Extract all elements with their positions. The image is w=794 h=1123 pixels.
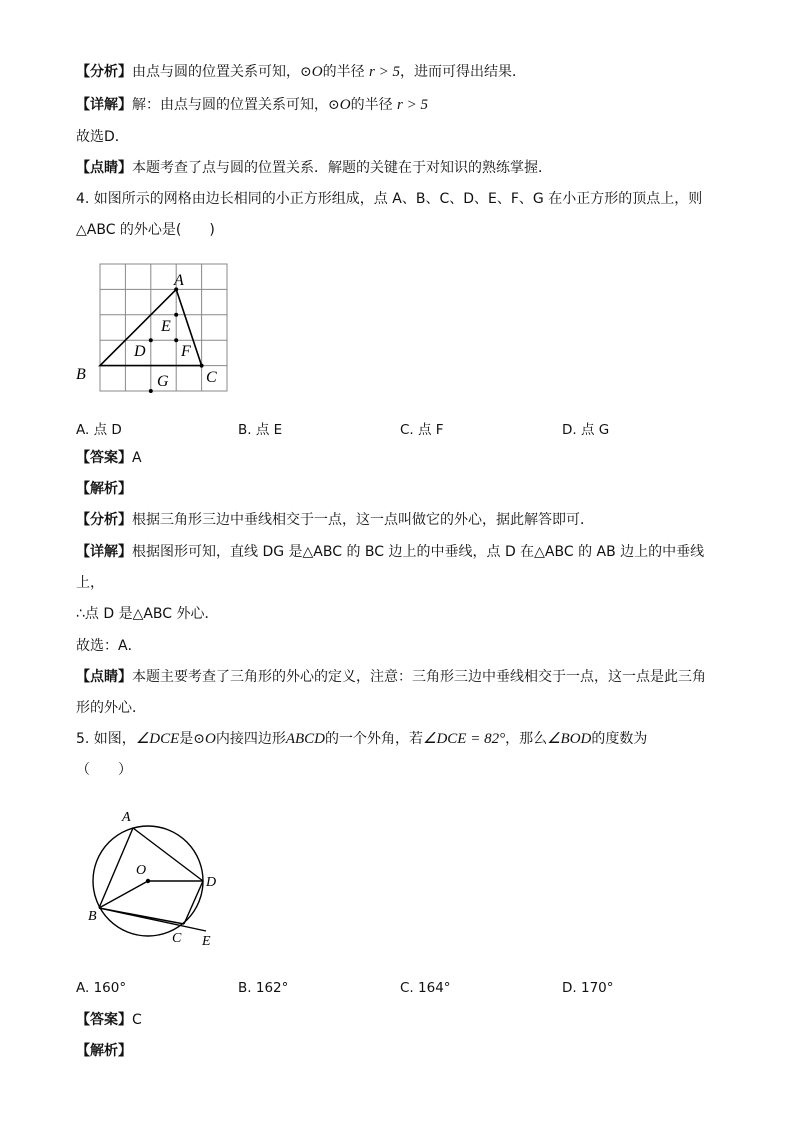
q4-answer-line [76,449,142,467]
q4-stem-line2: △ABC 的外心是( ) [76,222,215,238]
answer-value: A [132,450,142,466]
point-F [174,338,178,342]
detail-text-b: 的半径 [350,97,393,113]
circle-symbol: ⊙ [193,731,205,747]
q5-jiexi-tag: 【解析】 [76,1043,132,1059]
q4-detail-line2: 上， [76,575,104,591]
option-letter: A. [76,980,90,996]
q4-detail-line [76,543,704,561]
label-C: C [206,369,217,386]
analysis-text: 由点与圆的位置关系可知， [132,64,300,80]
circle-symbol: ⊙ [300,64,312,80]
label-B: B [76,366,86,383]
detail-text: 根据图形可知，直线 DG 是△ABC 的 BC 边上的中垂线，点 D 在△ABC 的 AB 边上的中垂线 [132,544,705,560]
comment-tag: 【点睛】 [76,669,132,685]
comment-tag: 【点睛】 [76,160,132,176]
option-text: 点 D [93,422,122,438]
label-D: D [206,875,217,890]
q3-comment-line [76,159,552,177]
option-letter: B. [238,422,252,438]
analysis-text-b: 的半径 [322,64,365,80]
analysis-tag: 【分析】 [76,512,132,528]
point-G [149,389,153,393]
circle-center-O: O [339,97,351,113]
label-O: O [136,863,147,878]
q4-comment-line [76,668,706,686]
option-letter: D. [562,980,577,996]
option-text: 164° [418,980,451,996]
label-D: D [134,343,146,360]
q4-choice: 故选：A． [76,638,142,654]
answer-tag: 【答案】 [76,1012,132,1028]
option-letter: C. [400,980,414,996]
q4-jiexi-tag: 【解析】 [76,481,132,497]
q5-stem-paren: （ ） [76,762,132,778]
option-text: 点 F [418,422,444,438]
option-text: 点 E [255,422,283,438]
q4-option-b[interactable] [238,418,282,438]
q4-comment-line2: 形的外心． [76,700,146,716]
radius-inequality: r > 5 [397,97,428,113]
center-point-O [146,879,150,883]
q5-text-c: 的一个外角，若 [325,731,424,747]
label-A: A [122,810,131,825]
angle-BOD: ∠BOD [547,731,592,747]
label-E: E [161,318,171,335]
label-E: E [202,934,211,949]
option-letter: D. [562,422,577,438]
q3-analysis-line [76,63,526,81]
q4-grid-figure [70,258,240,398]
label-B: B [88,909,97,924]
option-letter: B. [238,980,252,996]
q3-choice: 故选D． [76,129,129,145]
comment-text: 本题考查了点与圆的位置关系．解题的关键在于对知识的熟练掌握． [132,160,552,176]
q4-option-c[interactable] [400,418,444,438]
circle-symbol: ⊙ [328,97,340,113]
q5-text-e: 的度数为 [591,731,648,747]
option-letter: A. [76,422,90,438]
point-E [174,313,178,317]
q5-stem-line1 [76,730,647,748]
q5-option-d[interactable] [562,980,614,996]
q5-option-a[interactable] [76,980,126,996]
q3-detail-line [76,96,428,114]
q5-answer-line [76,1011,142,1029]
q4-stem-line1: 4. 如图所示的网格由边长相同的小正方形组成，点 A、B、C、D、E、F、G 在小正方形的顶点上，则 [76,191,703,207]
label-C: C [172,931,182,946]
option-text: 点 G [580,422,610,438]
circle-center-O: O [205,731,216,747]
q5-option-b[interactable] [238,980,288,996]
angle-DCE: ∠DCE [135,731,180,747]
label-G: G [157,373,169,390]
analysis-text: 根据三角形三边中垂线相交于一点，这一点叫做它的外心，据此解答即可． [132,512,594,528]
point-D [149,338,153,342]
option-text: 162° [255,980,289,996]
analysis-text-c: ，进而可得出结果． [400,64,526,80]
detail-text: 解：由点与圆的位置关系可知， [132,97,328,113]
point-C [200,364,204,368]
option-text: 160° [93,980,127,996]
q5-option-c[interactable] [400,980,451,996]
angle-DCE-value: ∠DCE = 82° [423,731,506,747]
q4-option-d[interactable] [562,418,609,438]
analysis-tag: 【分析】 [76,64,132,80]
q5-number: 5. 如图， [76,731,136,747]
circle-center-O: O [311,64,323,80]
q4-analysis-line [76,511,594,529]
answer-tag: 【答案】 [76,450,132,466]
q5-text-a: 是 [179,731,194,747]
detail-tag: 【详解】 [76,97,132,113]
detail-tag: 【详解】 [76,544,132,560]
q5-circle-figure [80,800,230,955]
answer-value: C [132,1012,142,1028]
comment-text: 本题主要考查了三角形的外心的定义，注意：三角形三边中垂线相交于一点，这一点是此三角 [132,669,706,685]
q4-therefore: ∴点 D 是△ABC 外心． [76,606,219,622]
label-A: A [174,272,184,289]
option-letter: C. [400,422,414,438]
quadrilateral-ABCD: ABCD [285,731,326,747]
option-text: 170° [580,980,614,996]
label-F: F [181,343,191,360]
q5-text-d: ，那么 [505,731,548,747]
q4-option-a[interactable] [76,418,122,438]
q5-text-b: 内接四边形 [215,731,286,747]
radius-inequality: r > 5 [369,64,400,80]
